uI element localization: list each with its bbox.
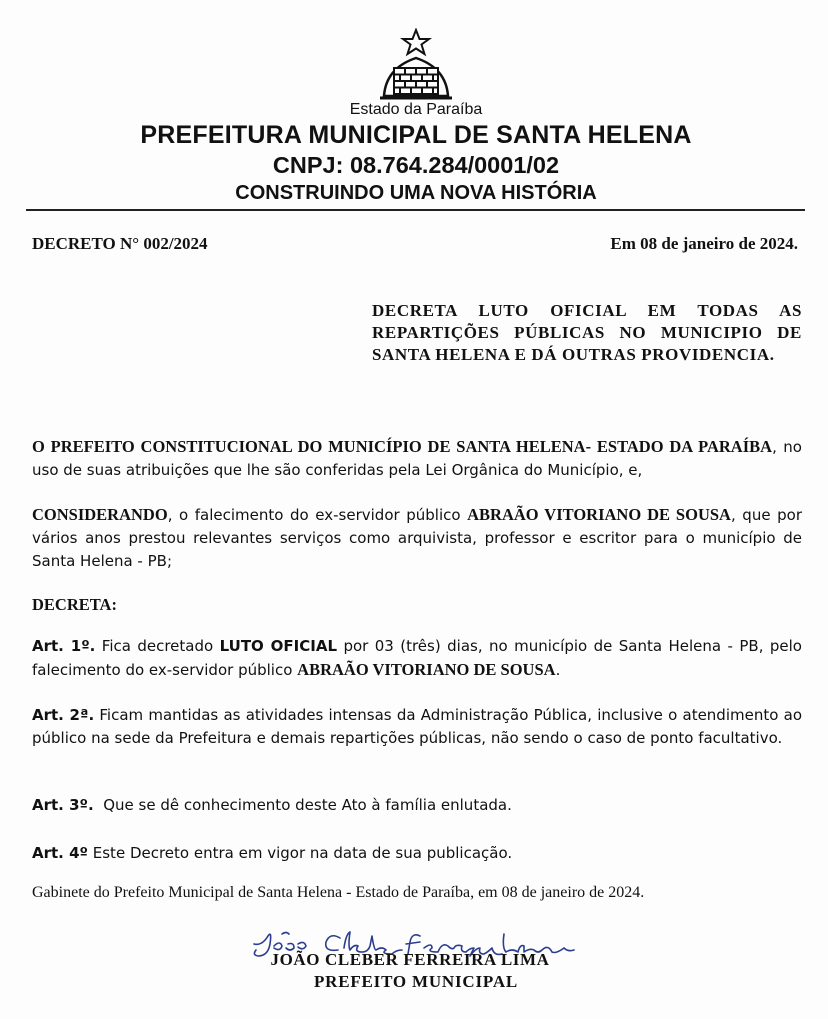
article-4 bbox=[32, 842, 802, 865]
article-text: . bbox=[555, 661, 561, 679]
article-bold: LUTO OFICIAL bbox=[219, 637, 338, 655]
motto: CONSTRUINDO UMA NOVA HISTÓRIA bbox=[235, 182, 597, 204]
state-name: Estado da Paraíba bbox=[349, 101, 483, 118]
article-label: Art. 1º. bbox=[32, 637, 96, 655]
signatory-role: PREFEITO MUNICIPAL bbox=[313, 972, 519, 991]
considerando-paragraph bbox=[32, 503, 802, 573]
signatory-name: JOÃO CLEBER FERREIRA LIMA bbox=[270, 950, 550, 969]
closing-line: Gabinete do Prefeito Municipal de Santa Helena - Estado de Paraíba, em 08 de janeiro de 2024. bbox=[32, 884, 645, 901]
article-text: Ficam mantidas as atividades intensas da Administração Pública, inclusive o atendimento ao público na sede da Prefeitura e demais repartições públicas, não sendo o caso de ponto facultativo. bbox=[32, 706, 802, 747]
header-divider bbox=[26, 209, 805, 211]
deceased-name: ABRAÃO VITORIANO DE SOUSA bbox=[467, 505, 731, 524]
cnpj: CNPJ: 08.764.284/0001/02 bbox=[272, 152, 560, 178]
decree-summary: DECRETA LUTO OFICIAL EM TODAS AS REPARTIÇÕES PÚBLICAS NO MUNICIPIO DE SANTA HELENA E DÁ OUTRAS PROVIDENCIA. bbox=[372, 301, 802, 364]
decree-number: DECRETO N° 002/2024 bbox=[32, 234, 208, 253]
article-text: por 03 (três) dias, no município de Santa Helena - PB, pelo falecimento do ex-servidor público bbox=[32, 637, 802, 679]
crest-star-wall-icon bbox=[376, 28, 456, 110]
article-label: Art. 3º. bbox=[32, 796, 94, 814]
article-label: Art. 4º bbox=[32, 844, 88, 862]
article-text: Fica decretado bbox=[95, 637, 220, 655]
article-2 bbox=[32, 704, 802, 750]
article-1 bbox=[32, 635, 802, 682]
article-text: Este Decreto entra em vigor na data de sua publicação. bbox=[88, 844, 513, 862]
city-hall-title: PREFEITURA MUNICIPAL DE SANTA HELENA bbox=[140, 121, 692, 149]
preamble-text: , no uso de suas atribuições que lhe são conferidas pela Lei Orgânica do Município, e, bbox=[32, 438, 802, 479]
preamble-paragraph bbox=[32, 435, 802, 482]
decreta-label: DECRETA: bbox=[32, 595, 117, 614]
decree-date: Em 08 de janeiro de 2024. bbox=[610, 234, 798, 253]
considerando-text-a: , o falecimento do ex-servidor público bbox=[167, 506, 468, 524]
article-3 bbox=[32, 794, 802, 817]
preamble-bold: O PREFEITO CONSTITUCIONAL DO MUNICÍPIO DE SANTA HELENA- ESTADO DA PARAÍBA bbox=[32, 437, 773, 456]
article-label: Art. 2ª. bbox=[32, 706, 95, 724]
considerando-label: CONSIDERANDO bbox=[32, 505, 168, 524]
considerando-text-b: , que por vários anos prestou relevantes serviços como arquivista, professor e escritor para o município de Santa Helena - PB; bbox=[32, 506, 802, 570]
deceased-name: ABRAÃO VITORIANO DE SOUSA bbox=[297, 660, 556, 679]
article-text: Que se dê conhecimento deste Ato à família enlutada. bbox=[93, 796, 512, 814]
